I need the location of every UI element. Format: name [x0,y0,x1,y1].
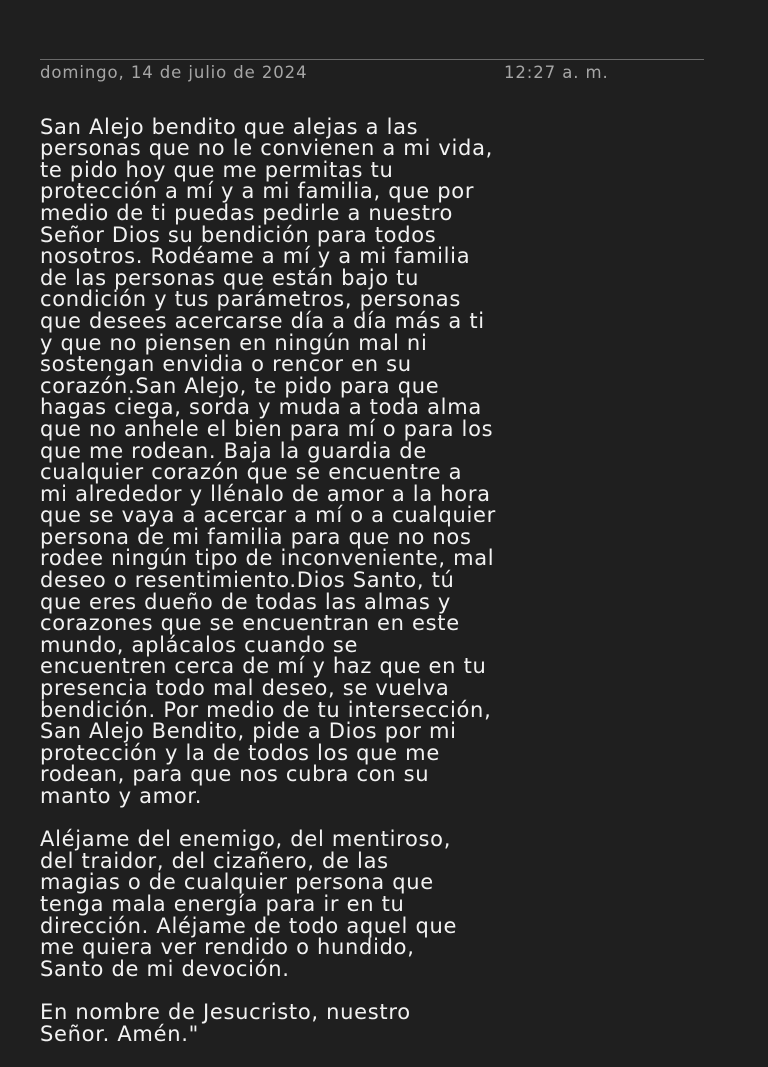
note-paragraph-3: En nombre de Jesucristo, nuestro Señor. Amén." [40,999,411,1046]
note-date: domingo, 14 de julio de 2024 [40,63,308,82]
note-time: 12:27 a. m. [504,63,609,82]
header-divider [40,59,704,60]
note-paragraph-2: Aléjame del enemigo, del mentiroso, del traidor, del cizañero, de las magias o de cualquier persona que tenga mala energía para ir en tu dirección. Aléjame de todo aquel que me quiera ver rendido o hundido, Santo de mi devoción. [40,827,458,981]
note-meta [40,62,704,84]
note-body[interactable] [40,95,730,1067]
note-paragraph-1: San Alejo bendito que alejas a las personas que no le convienen a mi vida, te pido hoy que me permitas tu protección a mí y a mi familia, que por medio de ti puedas pedirle a nuestro Señor Dios su bendición para todos nosotros. Rodéame a mí y a mi familia de las personas que están bajo tu condición y tus parámetros, personas que desees acercarse día a día más a ti y que no piensen en ningún mal ni sostengan envidia o rencor en su corazón.San Alejo, te pido para que hagas ciega, sorda y muda a toda alma que no anhele el bien para mí o para los que me rodean. Baja la guardia de cualquier corazón que se encuentre a mi alrededor y llénalo de amor a la hora que se vaya a acercar a mí o a cualquier persona de mi familia para que no nos rodee ningún tipo de inconveniente, mal deseo o resentimiento.Dios Santo, tú que eres dueño de todas las almas y corazones que se encuentran en este mundo, aplácalos cuando se encuentren cerca de mí y haz que en tu presencia todo mal deseo, se vuelva bendición. Por medio de tu intersección, San Alejo Bendito, pide a Dios por mi protección y la de todos los que me rodean, para que nos cubra con su manto y amor. [40,114,496,808]
